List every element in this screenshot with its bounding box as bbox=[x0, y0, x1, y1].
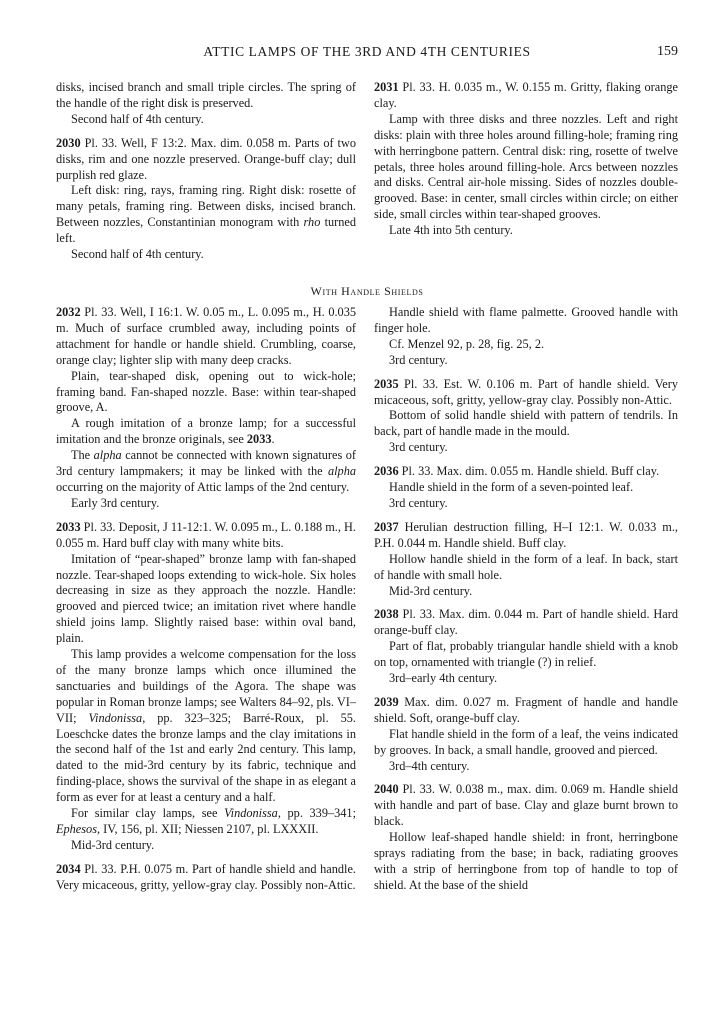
entry-description: Flat handle shield in the form of a leaf, the veins indicated by grooves. In back, a small handle, grooved and pierced. bbox=[374, 726, 678, 757]
entry-description: Part of flat, probably triangular handle shield with a knob on top, ornamented with triangle (?) in relief. bbox=[374, 639, 678, 670]
entry-number: 2030 bbox=[56, 135, 81, 150]
entry-date: 3rd–early 4th century. bbox=[389, 671, 498, 686]
entry-date: 3rd century. bbox=[389, 352, 448, 367]
catalogue-entry-2040: 2040 Pl. 33. W. 0.038 m., max. dim. 0.069 m. Handle shield with handle and part of base. Clay and glaze burnt brown to black. bbox=[374, 782, 678, 829]
entry-description: Lamp with three disks and three nozzles. Left and right disks: plain with three holes around filling-hole; framing ring with herringbone pattern. Central disk: ring, rosette of twelve petals, three holes around filling-hole. Arcs between nozzles and disks. Central air-hole missing. Sides of nozzles double-grooved. Base: in center, small circles within circle; on either side, small circles within tear-shaped grooves. bbox=[374, 111, 678, 222]
entry-number: 2036 bbox=[374, 464, 399, 479]
entry-date: 3rd century. bbox=[389, 495, 448, 510]
entry-date: 3rd century. bbox=[389, 440, 448, 455]
entry-number: 2032 bbox=[56, 305, 81, 319]
entry-description: Handle shield with flame palmette. Grooved handle with finger hole. bbox=[374, 305, 678, 335]
right-column-top bbox=[374, 80, 678, 239]
entry-date: Second half of 4th century. bbox=[71, 247, 204, 262]
entry-description: Bottom of solid handle shield with pattern of tendrils. In back, part of handle made in the mould. bbox=[374, 408, 678, 439]
catalogue-entry-2038: 2038 Pl. 33. Max. dim. 0.044 m. Part of handle shield. Hard orange-buff clay. bbox=[374, 607, 678, 638]
catalogue-entry-2031: 2031 Pl. 33. H. 0.035 m., W. 0.155 m. Gritty, flaking orange clay. bbox=[374, 80, 678, 110]
catalogue-entry-2030: 2030 Pl. 33. Well, F 13:2. Max. dim. 0.058 m. Parts of two disks, rim and one nozzle preserved. Orange-buff clay; dull purplish red glaze. bbox=[56, 135, 356, 182]
entry-number: 2031 bbox=[374, 80, 399, 94]
entry-number: 2033 bbox=[56, 519, 81, 534]
entry-number: 2034 bbox=[56, 861, 81, 876]
catalogue-entry-2036: 2036 Pl. 33. Max. dim. 0.055 m. Handle shield. Buff clay. bbox=[374, 464, 660, 479]
entry-description: Plain, tear-shaped disk, opening out to wick-hole; framing band. Fan-shaped nozzle. Base: within tear-shaped groove, A. bbox=[56, 368, 356, 415]
entry-date: Late 4th into 5th century. bbox=[389, 223, 513, 238]
page-number: 159 bbox=[657, 44, 678, 59]
right-column bbox=[374, 305, 678, 894]
entry-description: Hollow leaf-shaped handle shield: in front, herringbone sprays radiating from the base; in back, radiating grooves with a strip of herringbone from top of handle to top of shield. At the base of the shield bbox=[374, 830, 678, 892]
entry-number: 2039 bbox=[374, 694, 399, 709]
entry-description: Hollow handle shield in the form of a leaf. In back, start of handle with small hole. bbox=[374, 551, 678, 582]
entry-number: 2038 bbox=[374, 607, 399, 622]
left-column bbox=[56, 305, 356, 894]
catalogue-entry-2039: 2039 Max. dim. 0.027 m. Fragment of handle and handle shield. Soft, orange-buff clay. bbox=[374, 694, 678, 725]
catalogue-entry-2037: 2037 Herulian destruction filling, H–I 12:1. W. 0.033 m., P.H. 0.044 m. Handle shield. Buff clay. bbox=[374, 519, 678, 550]
entry-number: 2040 bbox=[374, 782, 399, 797]
entry-date: Mid-3rd century. bbox=[71, 837, 155, 852]
continued-text: disks, incised branch and small triple circles. The spring of the handle of the right disk is preserved. bbox=[56, 80, 356, 110]
entry-description: Imitation of “pear-shaped” bronze lamp with fan-shaped nozzle. Tear-shaped loops extending to wick-hole. Six holes decreasing in size as they approach the nozzle. Handle: grooved and pierced twice; an imitation rivet where handle shield joins lamp. Slightly raised base: within oval band, plain. bbox=[56, 551, 356, 646]
catalogue-entry-2034: 2034 Pl. 33. P.H. 0.075 m. Part of handle shield and handle. Very micaceous, gritty, yellow-gray clay. Possibly non-Attic. bbox=[56, 861, 356, 892]
catalogue-entry-2032: 2032 Pl. 33. Well, I 16:1. W. 0.05 m., L. 0.095 m., H. 0.035 m. Much of surface crumbled away, including points of attachment for handle or handle shield. Crumbling, coarse, orange clay; lighter slip with many deep cracks. bbox=[56, 305, 356, 367]
entry-date: Second half of 4th century. bbox=[71, 111, 204, 126]
entry-date: Early 3rd century. bbox=[71, 495, 160, 510]
entry-comment: A rough imitation of a bronze lamp; for a successful imitation and the bronze originals, see 2033. bbox=[56, 416, 356, 447]
entry-description: Left disk: ring, rays, framing ring. Right disk: rosette of many petals, framing ring. Between disks, incised branch. Between nozzles, Constantinian monogram with rho turned left. bbox=[56, 183, 356, 246]
entry-references: Cf. Menzel 92, p. 28, fig. 25, 2. bbox=[389, 336, 545, 351]
page-header bbox=[56, 44, 678, 64]
running-title: ATTIC LAMPS OF THE 3RD AND 4TH CENTURIES bbox=[203, 44, 531, 59]
section-heading: With Handle Shields bbox=[310, 284, 424, 298]
catalogue-entry-2035: 2035 Pl. 33. Est. W. 0.106 m. Part of handle shield. Very micaceous, soft, gritty, yellow-gray clay. Possibly non-Attic. bbox=[374, 376, 678, 407]
entry-description: Handle shield in the form of a seven-pointed leaf. bbox=[389, 480, 634, 495]
entry-references: For similar clay lamps, see Vindonissa, pp. 339–341; Ephesos, IV, 156, pl. XII; Niessen 2107, pl. LXXXII. bbox=[56, 806, 356, 836]
entry-comment: The alpha cannot be connected with known signatures of 3rd century lampmakers; it may be linked with the alpha occurring on the majority of Attic lamps of the 2nd century. bbox=[56, 448, 357, 494]
entry-number: 2037 bbox=[374, 519, 399, 534]
entry-comment: This lamp provides a welcome compensation for the loss of the many bronze lamps which once illumined the sanctuaries and buildings of the Agora. The shape was popular in Roman bronze lamps; see Walters 84–92, pls. VI–VII; Vindonissa, pp. 323–325; Barré-Roux, pl. 55. Loeschcke dates the bronze lamps and the clay imitations in the second half of the 1st and early 2nd century. This lamp, dated to the mid-3rd century by its fabric, technique and finding-place, shows the survival of the shape in as elegant a form as ever for at least a century and a half. bbox=[56, 647, 356, 805]
entry-date: 3rd–4th century. bbox=[389, 758, 470, 773]
entry-date: Mid-3rd century. bbox=[389, 583, 473, 598]
left-column-top bbox=[56, 80, 356, 263]
catalogue-entry-2033: 2033 Pl. 33. Deposit, J 11-12:1. W. 0.095 m., L. 0.188 m., H. 0.055 m. Hard buff clay with many white bits. bbox=[56, 519, 356, 550]
entry-number: 2035 bbox=[374, 376, 399, 391]
